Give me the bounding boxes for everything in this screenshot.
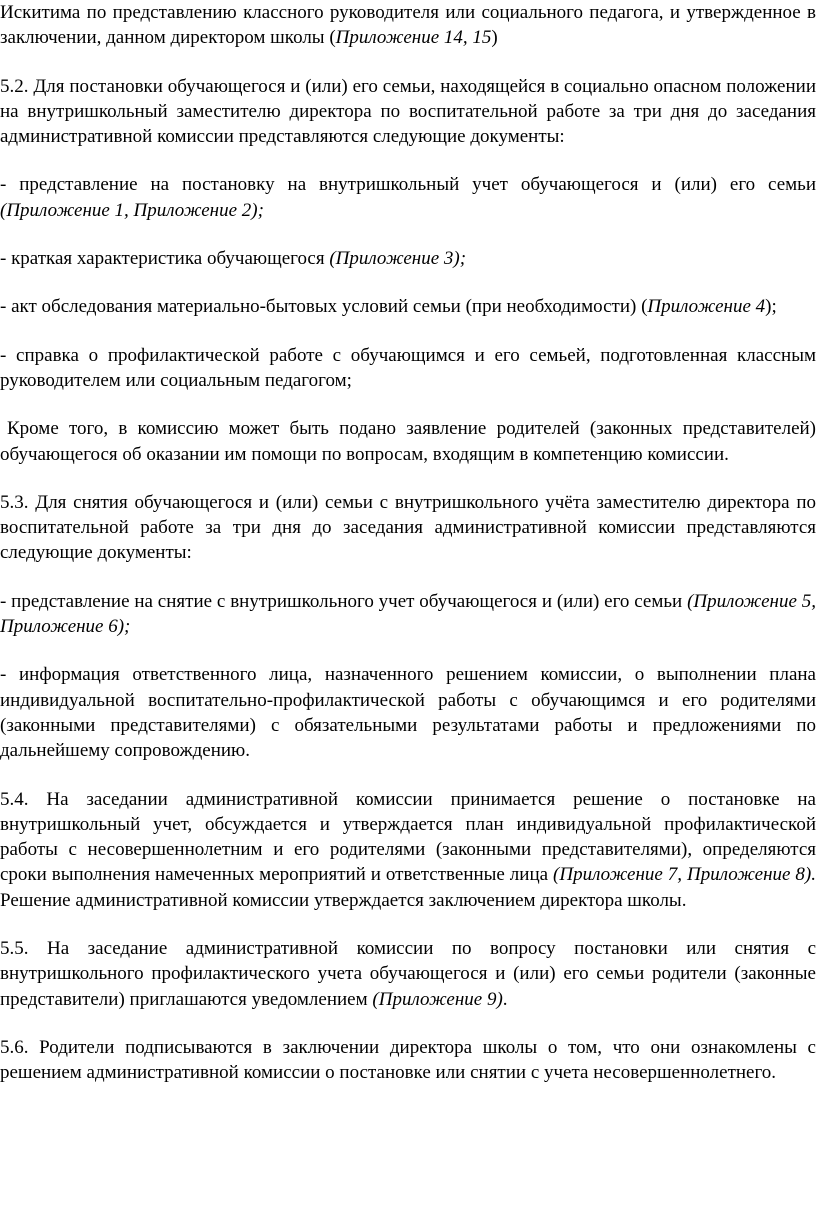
appendix-reference: (Приложение 5, Приложение 6); [0, 590, 816, 638]
paragraph-5-5 [0, 936, 816, 1012]
list-item-prevention-certificate: - справка о профилактической работе с обучающимся и его семьей, подготовленная классным руководителем или социальным педагогом; [0, 344, 816, 391]
paragraph-continuation [0, 0, 816, 51]
text-run: - акт обследования материально-бытовых условий семьи (при необходимости) ( [0, 296, 648, 318]
paragraph-5-4 [0, 787, 816, 913]
text-run: ) [491, 27, 498, 49]
text-run: - представление на постановку на внутришкольный учет обучающегося и (или) его семьи [0, 174, 816, 196]
text-run: . [502, 988, 508, 1010]
text-run: - представление на снятие с внутришкольного учет обучающегося и (или) его семьи [0, 590, 688, 612]
appendix-reference: Приложение 14, 15 [335, 27, 492, 49]
list-item-submission [0, 172, 816, 223]
paragraph-5-2: 5.2. Для постановки обучающегося и (или) его семьи, находящейся в социально опасном положении на внутришкольный заместителю директора по воспитательной работе за три дня до заседания административной комиссии представляются следующие документы: [0, 75, 816, 148]
text-run: - краткая характеристика обучающегося [0, 248, 330, 270]
text-run: 5.4. На заседании административной комиссии принимается решение о постановке на внутришкольный учет, обсуждается и утверждается план индивидуальной профилактической работы с несовершеннолетним и его родителями (законными представителями), определяются сроки выполнения намеченных мероприятий и ответственные лица [0, 788, 816, 886]
list-item-inspection-act [0, 294, 816, 319]
appendix-reference: Приложение 4 [647, 296, 766, 318]
list-item-characteristic [0, 246, 816, 271]
list-item-removal-submission [0, 589, 816, 640]
text-run: ); [765, 296, 777, 318]
text-run: Решение административной комиссии утверждается заключением директора школы. [0, 889, 687, 911]
paragraph-parents-application: Кроме того, в комиссию может быть подано заявление родителей (законных представителей) обучающегося об оказании им помощи по вопросам, входящим в компетенцию комиссии. [0, 418, 816, 465]
appendix-reference: (Приложение 3); [329, 248, 467, 270]
text-run: 5.5. На заседание административной комиссии по вопросу постановки или снятия с внутришкольного профилактического учета обучающегося и (или) его семьи родители (законные представители) приглашаются уведомлением [0, 938, 816, 1010]
appendix-reference: (Приложение 1, Приложение 2); [0, 199, 264, 221]
appendix-reference: (Приложение 7, Приложение 8). [553, 864, 816, 886]
paragraph-5-6: 5.6. Родители подписываются в заключении директора школы о том, что они ознакомлены с решением административной комиссии о постановке или снятии с учета несовершеннолетнего. [0, 1036, 816, 1084]
list-item-responsible-info: - информация ответственного лица, назначенного решением комиссии, о выполнении плана индивидуальной воспитательно-профилактической работы с обучающимся и его родителями (законными представителями) с обязательными результатами работы и предложениями по дальнейшему сопровождению. [0, 664, 816, 762]
paragraph-5-3: 5.3. Для снятия обучающегося и (или) семьи с внутришкольного учёта заместителю директора по воспитательной работе за три дня до заседания административной комиссии представляются следующие документы: [0, 491, 816, 564]
text-run: Искитима по представлению классного руководителя или социального педагога, и утвержденное в заключении, данном директором школы ( [0, 2, 816, 49]
appendix-reference: (Приложение 9) [372, 988, 503, 1010]
